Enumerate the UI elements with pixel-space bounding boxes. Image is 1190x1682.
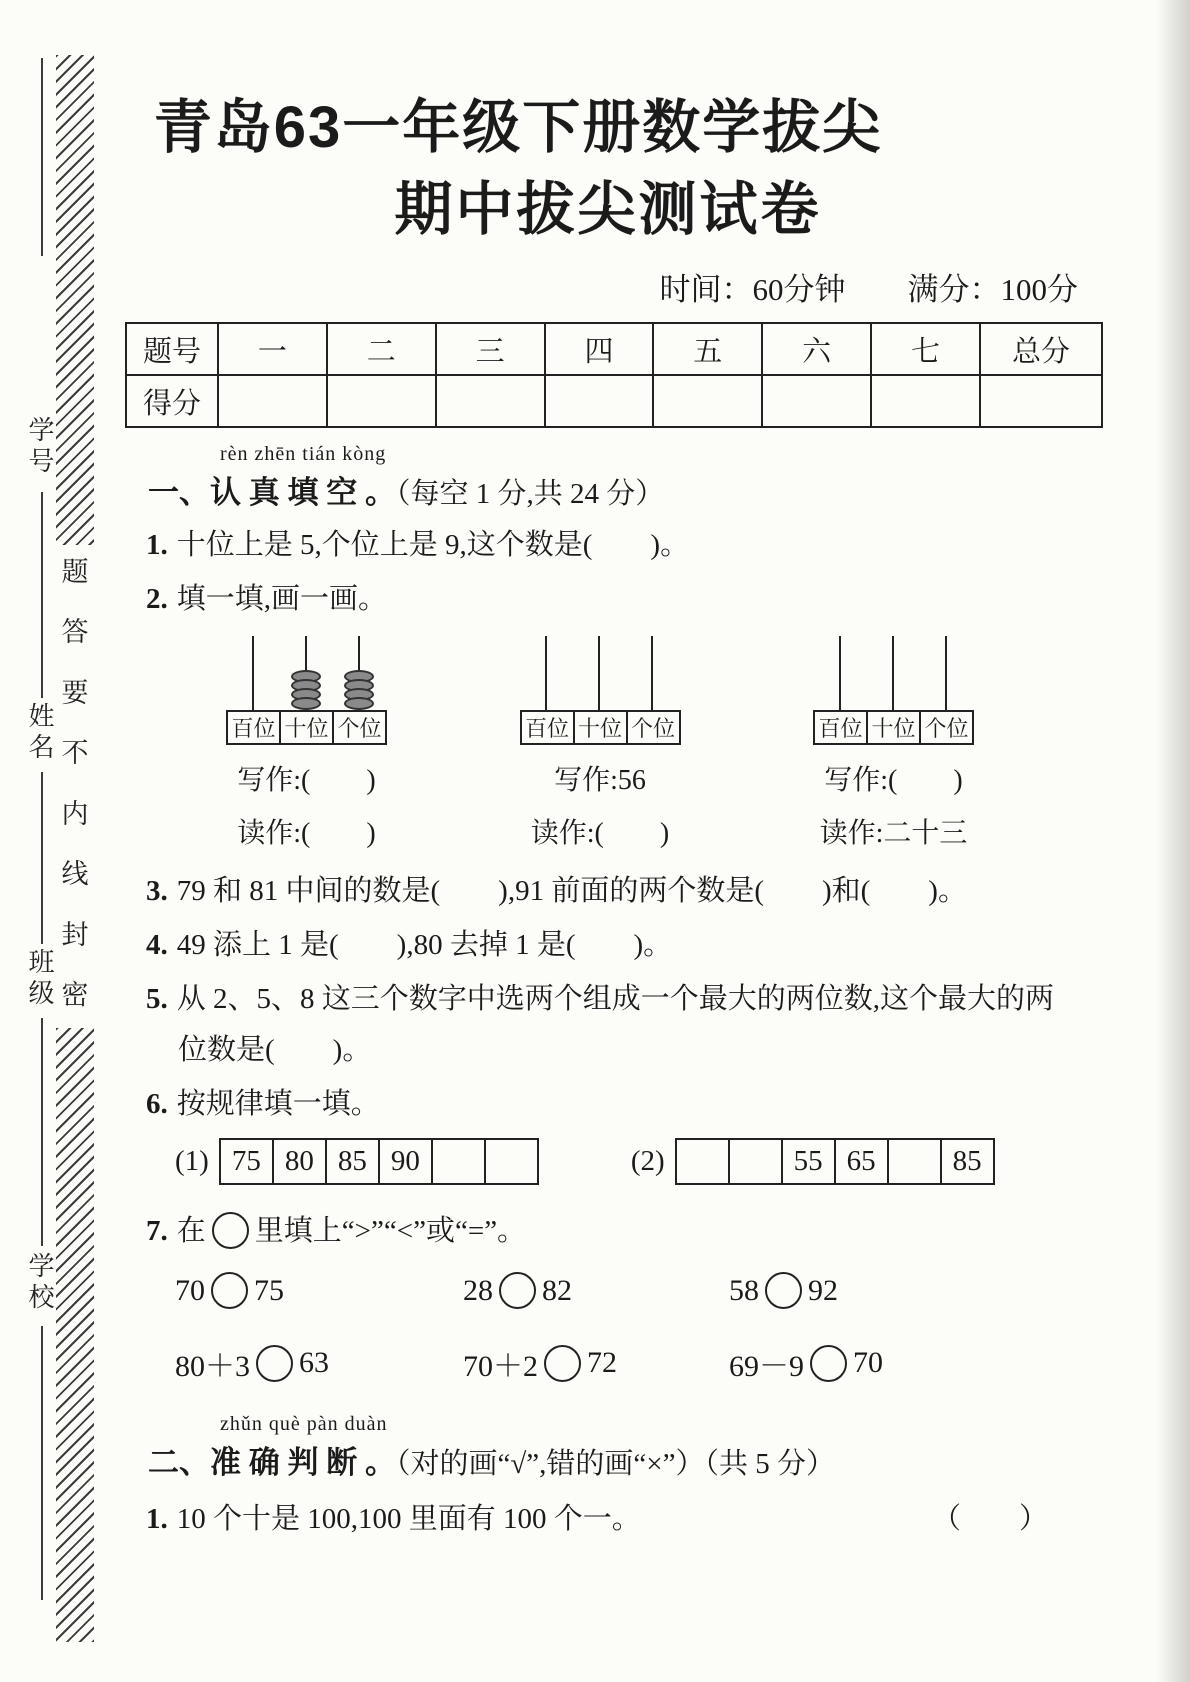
- seal-char: 密: [61, 979, 89, 1010]
- compare-circle: [211, 1272, 248, 1309]
- section-2-title: 二、准 确 判 断 。: [148, 1445, 396, 1480]
- place-label-tens: 十位: [867, 711, 920, 744]
- seal-char: 内: [61, 798, 89, 829]
- abacus-rod-tens: [573, 636, 626, 710]
- abacus-diagram-2: [520, 636, 681, 851]
- question-text: 10 个十是 100,100 里面有 100 个一。: [176, 1503, 641, 1535]
- question-number: 4.: [146, 929, 168, 961]
- section-1-title: 一、认 真 填 空 。: [148, 475, 396, 510]
- question-number: 1.: [146, 529, 168, 561]
- read-as-line: 读作:( ): [237, 818, 376, 849]
- seal-char: 线: [61, 859, 89, 890]
- write-as-line: 写作:( ): [237, 765, 376, 796]
- section-2-question-1: [146, 1499, 1048, 1540]
- question-1: [146, 525, 1148, 566]
- hatch-pattern-bottom: [56, 1028, 94, 1642]
- rod-line: [545, 636, 547, 712]
- write-in-line: [41, 772, 43, 944]
- question-2: [146, 579, 1148, 620]
- sequence-cell: 65: [835, 1139, 888, 1184]
- compare-right: 63: [299, 1346, 329, 1379]
- sequence-1: [175, 1138, 539, 1185]
- place-label-ones: 个位: [333, 711, 386, 744]
- sequence-cell: [485, 1139, 538, 1184]
- abacus-rod-tens: [279, 636, 332, 710]
- abacus-rods: [226, 636, 387, 710]
- score-cell: [436, 375, 545, 427]
- sequence-cell: [676, 1139, 729, 1184]
- margin-label-class: 班级: [25, 948, 54, 1010]
- sequence-cell: 85: [326, 1139, 379, 1184]
- sequence-cell: [888, 1139, 941, 1184]
- abacus-diagram-3: [813, 636, 974, 851]
- comparison-item: [463, 1341, 729, 1385]
- abacus-rods: [520, 636, 681, 710]
- write-in-line: [41, 1018, 43, 1246]
- score-cell: [653, 375, 762, 427]
- sequence-cell: 75: [220, 1139, 273, 1184]
- compare-right: 92: [808, 1273, 838, 1307]
- abacus-rod-tens: [866, 636, 919, 710]
- section-2-note: （对的画“√”,错的画“×”）（共 5 分）: [396, 1448, 836, 1480]
- sequence-label: (1): [175, 1145, 209, 1177]
- abacus-row: [226, 636, 974, 851]
- section-2-heading: [148, 1413, 1148, 1482]
- paper-title: [118, 86, 918, 250]
- question-text: 79 和 81 中间的数是( ),91 前面的两个数是( )和( )。: [176, 875, 967, 907]
- compare-right: 72: [587, 1346, 617, 1379]
- abacus-bead: [291, 697, 321, 710]
- section-2-title-line: [148, 1437, 1148, 1482]
- question-text: 按规律填一填。: [176, 1088, 380, 1120]
- score-table-label: 得分: [126, 375, 218, 427]
- score-cell: [218, 375, 327, 427]
- compare-circle: [544, 1345, 581, 1382]
- compare-right: 70: [853, 1346, 883, 1379]
- question-text: 十位上是 5,个位上是 9,这个数是( )。: [176, 529, 690, 561]
- score-table-column: 六: [762, 323, 871, 375]
- question-number: 1.: [146, 1503, 168, 1535]
- question-5: [146, 979, 1148, 1020]
- scan-edge-shadow: [1156, 0, 1190, 1682]
- score-cell: [327, 375, 436, 427]
- margin-label-student-number: 学号: [25, 416, 54, 478]
- score-cell: [871, 375, 980, 427]
- seal-char: 封: [61, 919, 89, 950]
- main-content: [118, 0, 1148, 1540]
- margin-label-name: 姓名: [25, 702, 54, 764]
- score-table-label: 题号: [126, 323, 218, 375]
- question-number: 2.: [146, 583, 168, 615]
- place-value-table: [813, 710, 974, 745]
- score-table-column: 四: [545, 323, 654, 375]
- question-number: 3.: [146, 875, 168, 907]
- paper-title-line2: 期中拔尖测试卷: [394, 177, 822, 242]
- place-label-tens: 十位: [574, 711, 627, 744]
- compare-left: 70＋2: [463, 1350, 538, 1383]
- seal-line-text: [56, 550, 94, 1012]
- sequence-cell: 80: [273, 1139, 326, 1184]
- compare-circle: [256, 1345, 293, 1382]
- compare-circle: [212, 1212, 249, 1249]
- sequence-cell: 55: [782, 1139, 835, 1184]
- place-label-ones: 个位: [920, 711, 973, 744]
- abacus-rod-ones: [919, 636, 972, 710]
- compare-left: 28: [463, 1273, 493, 1307]
- question-text: 里填上“>”“<”或“=”。: [254, 1215, 527, 1247]
- place-value-table: [226, 710, 387, 745]
- question-text: 位数是( )。: [178, 1034, 372, 1066]
- write-in-line: [41, 492, 43, 698]
- question-number: 6.: [146, 1088, 168, 1120]
- score-table-column: 七: [871, 323, 980, 375]
- sequence-cell: 85: [941, 1139, 994, 1184]
- sequence-cell: 90: [379, 1139, 432, 1184]
- write-in-line: [41, 58, 43, 256]
- question-text: 填一填,画一画。: [176, 583, 388, 615]
- compare-right: 82: [542, 1273, 572, 1307]
- compare-left: 70: [175, 1273, 205, 1307]
- margin-label-school: 学校: [25, 1252, 54, 1314]
- score-cell: [545, 375, 654, 427]
- abacus-rod-hundreds: [226, 636, 279, 710]
- hatch-pattern-top: [56, 55, 94, 545]
- rod-line: [598, 636, 600, 712]
- seal-char: 答: [61, 617, 89, 648]
- question-number: 5.: [146, 983, 168, 1015]
- sequence-2: [631, 1138, 995, 1185]
- score-table-column: 总分: [980, 323, 1102, 375]
- rod-line: [651, 636, 653, 712]
- bead-stack: [291, 674, 321, 710]
- abacus-diagram-1: [226, 636, 387, 851]
- score-table-header-row: [126, 323, 1102, 375]
- write-as-line: 写作:56: [554, 765, 646, 796]
- number-sequence-row: [175, 1138, 1148, 1185]
- section-1-title-line: [148, 467, 1148, 512]
- comparison-item: [175, 1341, 463, 1385]
- score-table-column: 二: [327, 323, 436, 375]
- score-table: [125, 322, 1103, 428]
- question-text: 在: [176, 1215, 206, 1247]
- score-table-column: 一: [218, 323, 327, 375]
- abacus-rod-hundreds: [813, 636, 866, 710]
- write-as-line: 写作:( ): [824, 765, 963, 796]
- rod-line: [252, 636, 254, 712]
- read-as-line: 读作:二十三: [819, 818, 968, 849]
- sequence-cell: [729, 1139, 782, 1184]
- seal-char: 要: [61, 677, 89, 708]
- score-table-column: 三: [436, 323, 545, 375]
- place-label-hundreds: 百位: [814, 711, 867, 744]
- sequence-cell: [432, 1139, 485, 1184]
- compare-circle: [765, 1272, 802, 1309]
- seal-char: 不: [61, 738, 89, 769]
- answer-blank: （ ）: [931, 1503, 1048, 1535]
- abacus-rod-hundreds: [520, 636, 573, 710]
- comparison-item: [463, 1272, 729, 1309]
- place-label-hundreds: 百位: [227, 711, 280, 744]
- abacus-bead: [344, 697, 374, 710]
- bead-stack: [344, 674, 374, 710]
- comparison-item: [729, 1341, 1148, 1385]
- question-number: 7.: [146, 1215, 168, 1247]
- compare-right: 75: [254, 1273, 284, 1307]
- sequence-label: (2): [630, 1145, 665, 1177]
- comparison-grid: [175, 1272, 1148, 1385]
- question-5-continued: [178, 1030, 1148, 1071]
- comparison-item: [729, 1272, 1148, 1309]
- paper-title-line1: 青岛63一年级下册数学拔尖: [153, 95, 883, 160]
- score-cell: [762, 375, 871, 427]
- question-3: [146, 871, 1148, 912]
- section-2-pinyin: zhǔn què pàn duàn: [220, 1413, 388, 1435]
- place-label-hundreds: 百位: [521, 711, 574, 744]
- section-1-note: （每空 1 分,共 24 分）: [396, 478, 665, 510]
- compare-left: 58: [729, 1273, 759, 1307]
- place-label-ones: 个位: [627, 711, 680, 744]
- sequence-table-2: [675, 1138, 995, 1185]
- place-label-tens: 十位: [280, 711, 333, 744]
- score-table-column: 五: [653, 323, 762, 375]
- compare-left: 80＋3: [175, 1350, 250, 1383]
- compare-circle: [810, 1345, 847, 1382]
- compare-circle: [499, 1272, 536, 1309]
- sequence-table-1: [219, 1138, 539, 1185]
- abacus-rod-ones: [626, 636, 679, 710]
- rod-line: [839, 636, 841, 712]
- question-7: [146, 1211, 1148, 1252]
- abacus-rod-ones: [332, 636, 385, 710]
- time-score-info: 时间：60分钟 满分：100分: [659, 272, 1078, 307]
- score-cell: [980, 375, 1102, 427]
- compare-left: 69－9: [729, 1350, 804, 1383]
- section-1-heading: [148, 443, 1148, 512]
- place-value-table: [520, 710, 681, 745]
- abacus-rods: [813, 636, 974, 710]
- rod-line: [945, 636, 947, 712]
- section-1-pinyin: rèn zhēn tián kòng: [220, 443, 387, 465]
- question-text: 49 添上 1 是( ),80 去掉 1 是( )。: [176, 929, 673, 961]
- write-in-line: [41, 1326, 43, 1600]
- score-table-score-row: [126, 375, 1102, 427]
- rod-line: [892, 636, 894, 712]
- question-text: 从 2、5、8 这三个数字中选两个组成一个最大的两位数,这个最大的两: [176, 983, 1055, 1015]
- seal-char: 题: [61, 557, 89, 587]
- comparison-item: [175, 1272, 463, 1309]
- read-as-line: 读作:( ): [530, 818, 670, 849]
- question-6: [146, 1084, 1148, 1125]
- question-4: [146, 925, 1148, 966]
